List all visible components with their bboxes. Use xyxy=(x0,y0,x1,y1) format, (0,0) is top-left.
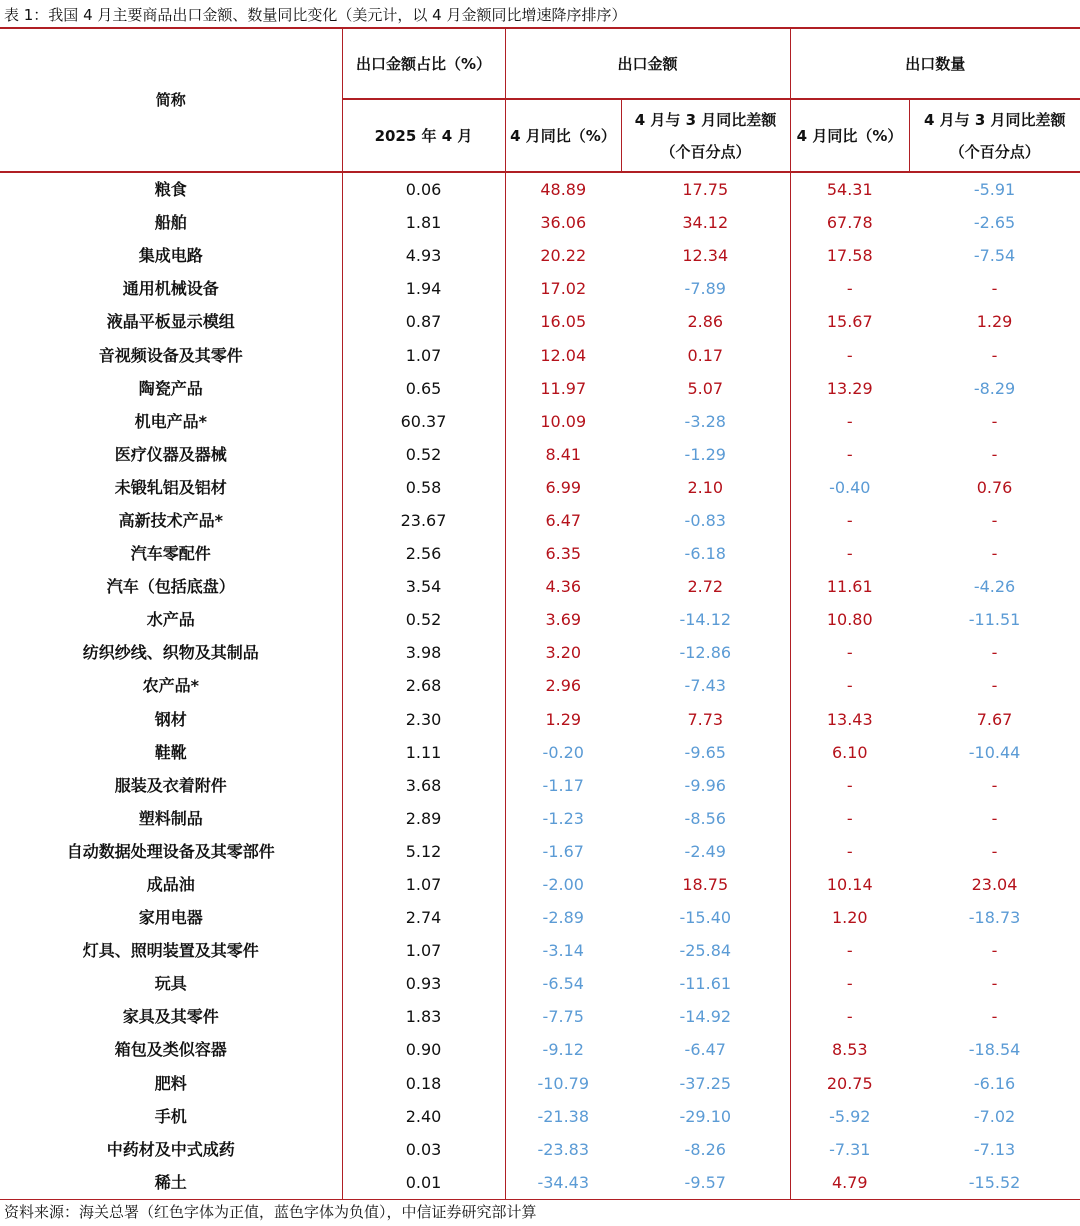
value-yoy: 6.47 xyxy=(545,510,582,530)
qty-yoy: - xyxy=(846,808,853,828)
qty-diff: -2.65 xyxy=(973,213,1016,233)
table-row xyxy=(0,703,1080,736)
value-diff: -8.56 xyxy=(621,802,790,835)
value-yoy: -7.75 xyxy=(542,1007,584,1027)
qty-diff: -10.44 xyxy=(968,742,1021,762)
product-name: 纺织纱线、织物及其制品 xyxy=(0,636,342,669)
value-yoy: 10.09 xyxy=(540,411,587,431)
qty-yoy: 54.31 xyxy=(826,180,873,200)
export-share: 0.18 xyxy=(342,1067,505,1100)
qty-yoy: 17.58 xyxy=(826,246,873,266)
qty-yoy: - xyxy=(846,676,853,696)
product-name: 服装及衣着附件 xyxy=(0,769,342,802)
export-share: 3.54 xyxy=(342,570,505,603)
export-share: 1.81 xyxy=(342,206,505,239)
value-diff: 0.17 xyxy=(621,338,790,371)
table-row xyxy=(0,504,1080,537)
value-yoy: 6.35 xyxy=(545,544,582,564)
export-share: 60.37 xyxy=(342,405,505,438)
qty-diff: -6.16 xyxy=(973,1073,1016,1093)
product-name: 家具及其零件 xyxy=(0,1000,342,1033)
qty-yoy: 4.79 xyxy=(790,1166,909,1200)
qty-diff: - xyxy=(991,279,998,299)
value-diff: -3.28 xyxy=(621,405,790,438)
qty-diff: -11.51 xyxy=(968,610,1021,630)
table-row xyxy=(0,868,1080,901)
table-row xyxy=(0,305,1080,338)
value-diff: -14.12 xyxy=(621,603,790,636)
qty-diff: -8.29 xyxy=(973,378,1016,398)
product-name: 农产品* xyxy=(0,669,342,702)
value-diff: 12.34 xyxy=(621,239,790,272)
qty-yoy: - xyxy=(846,775,853,795)
export-share: 5.12 xyxy=(342,835,505,868)
qty-diff: - xyxy=(991,841,998,861)
value-yoy: -1.23 xyxy=(542,808,584,828)
export-share: 0.03 xyxy=(342,1133,505,1166)
table-row xyxy=(0,372,1080,405)
header-value-diff-line1: 4 月与 3 月同比差额 xyxy=(634,110,777,129)
export-share: 0.93 xyxy=(342,967,505,1000)
qty-yoy: 13.43 xyxy=(826,709,873,729)
product-name: 塑料制品 xyxy=(0,802,342,835)
header-qty-group: 出口数量 xyxy=(790,28,1080,99)
qty-yoy: - xyxy=(846,444,853,464)
export-share: 0.90 xyxy=(342,1033,505,1066)
export-share: 1.07 xyxy=(342,338,505,371)
value-diff: -8.26 xyxy=(621,1133,790,1166)
product-name: 医疗仪器及器械 xyxy=(0,438,342,471)
qty-yoy: - xyxy=(846,841,853,861)
product-name: 水产品 xyxy=(0,603,342,636)
value-diff: -0.83 xyxy=(621,504,790,537)
qty-diff: - xyxy=(991,808,998,828)
header-qty-diff-line2: （个百分点） xyxy=(949,142,1040,161)
qty-diff: -18.54 xyxy=(968,1040,1021,1060)
table-row xyxy=(0,338,1080,371)
qty-diff: - xyxy=(991,941,998,961)
qty-diff: 7.67 xyxy=(976,709,1013,729)
product-name: 稀土 xyxy=(0,1166,342,1200)
table-row xyxy=(0,1133,1080,1166)
product-name: 自动数据处理设备及其零部件 xyxy=(0,835,342,868)
header-value-yoy: 4 月同比（%） xyxy=(505,99,621,172)
table-row xyxy=(0,1067,1080,1100)
export-share: 3.98 xyxy=(342,636,505,669)
value-yoy: -1.67 xyxy=(542,841,584,861)
value-yoy: 6.99 xyxy=(545,477,582,497)
value-diff: -37.25 xyxy=(621,1067,790,1100)
qty-yoy: - xyxy=(846,411,853,431)
qty-yoy: - xyxy=(846,974,853,994)
value-diff: -11.61 xyxy=(621,967,790,1000)
product-name: 液晶平板显示模组 xyxy=(0,305,342,338)
value-yoy: 4.36 xyxy=(545,577,582,597)
table-caption: 表 1：我国 4 月主要商品出口金额、数量同比变化（美元计，以 4 月金额同比增速降序排序） xyxy=(4,6,627,24)
product-name: 鞋靴 xyxy=(0,736,342,769)
table-row xyxy=(0,736,1080,769)
qty-diff: 0.76 xyxy=(976,477,1013,497)
value-diff: 18.75 xyxy=(621,868,790,901)
qty-yoy: -7.31 xyxy=(829,1139,871,1159)
value-diff: -6.18 xyxy=(621,537,790,570)
qty-diff: -5.91 xyxy=(973,180,1016,200)
export-share: 4.93 xyxy=(342,239,505,272)
product-name: 手机 xyxy=(0,1100,342,1133)
qty-diff: -7.54 xyxy=(973,246,1016,266)
table-row xyxy=(0,239,1080,272)
export-share: 0.52 xyxy=(342,438,505,471)
value-yoy: 2.96 xyxy=(545,676,582,696)
product-name: 成品油 xyxy=(0,868,342,901)
value-diff: 2.72 xyxy=(621,570,790,603)
qty-diff: - xyxy=(991,411,998,431)
header-share-sub: 2025 年 4 月 xyxy=(342,99,505,172)
value-diff: -1.29 xyxy=(621,438,790,471)
header-qty-yoy: 4 月同比（%） xyxy=(790,99,909,172)
value-diff: -12.86 xyxy=(621,636,790,669)
qty-yoy: - xyxy=(846,510,853,530)
table-row xyxy=(0,537,1080,570)
table-row xyxy=(0,206,1080,239)
qty-diff: - xyxy=(991,544,998,564)
table-row xyxy=(0,1033,1080,1066)
product-name: 粮食 xyxy=(0,172,342,206)
header-value-group: 出口金额 xyxy=(505,28,790,99)
export-share: 1.07 xyxy=(342,934,505,967)
value-diff: -25.84 xyxy=(621,934,790,967)
qty-yoy: 6.10 xyxy=(831,742,868,762)
value-diff: -9.57 xyxy=(621,1166,790,1200)
product-name: 中药材及中式成药 xyxy=(0,1133,342,1166)
value-yoy: -2.89 xyxy=(542,908,584,928)
product-name: 陶瓷产品 xyxy=(0,372,342,405)
value-diff: -7.89 xyxy=(621,272,790,305)
value-diff: 2.86 xyxy=(621,305,790,338)
value-yoy: -9.12 xyxy=(542,1040,584,1060)
table-row xyxy=(0,669,1080,702)
export-share: 0.06 xyxy=(342,172,505,206)
qty-diff: - xyxy=(991,1007,998,1027)
table-row xyxy=(0,272,1080,305)
export-table xyxy=(0,27,1080,1200)
export-share: 1.94 xyxy=(342,272,505,305)
qty-yoy: 20.75 xyxy=(826,1073,873,1093)
table-row xyxy=(0,802,1080,835)
value-diff: 17.75 xyxy=(621,172,790,206)
value-yoy: 3.69 xyxy=(545,610,582,630)
table-row xyxy=(0,967,1080,1000)
export-share: 2.74 xyxy=(342,901,505,934)
export-share: 0.65 xyxy=(342,372,505,405)
table-row xyxy=(0,471,1080,504)
qty-diff: 23.04 xyxy=(971,875,1018,895)
value-diff: -6.47 xyxy=(621,1033,790,1066)
product-name: 船舶 xyxy=(0,206,342,239)
export-share: 1.83 xyxy=(342,1000,505,1033)
value-diff: -9.96 xyxy=(621,769,790,802)
value-yoy: -1.17 xyxy=(542,775,584,795)
table-row xyxy=(0,1166,1080,1200)
export-share: 2.68 xyxy=(342,669,505,702)
export-share: 1.07 xyxy=(342,868,505,901)
qty-yoy: - xyxy=(846,279,853,299)
product-name: 家用电器 xyxy=(0,901,342,934)
export-share: 0.87 xyxy=(342,305,505,338)
qty-yoy: -5.92 xyxy=(829,1106,871,1126)
qty-diff: -7.13 xyxy=(973,1139,1016,1159)
product-name: 通用机械设备 xyxy=(0,272,342,305)
header-share-group: 出口金额占比（%） xyxy=(342,28,505,99)
value-yoy: -0.20 xyxy=(542,742,584,762)
value-yoy: 36.06 xyxy=(540,213,587,233)
value-yoy: -6.54 xyxy=(542,974,584,994)
export-share: 0.01 xyxy=(342,1166,505,1200)
value-yoy: -10.79 xyxy=(537,1073,590,1093)
product-name: 钢材 xyxy=(0,703,342,736)
header-qty-diff xyxy=(909,99,1080,172)
value-diff: 34.12 xyxy=(621,206,790,239)
product-name: 汽车（包括底盘） xyxy=(0,570,342,603)
table-row xyxy=(0,405,1080,438)
table-body xyxy=(0,172,1080,1199)
header-qty-diff-line1: 4 月与 3 月同比差额 xyxy=(924,110,1066,129)
value-diff: 7.73 xyxy=(621,703,790,736)
value-diff: -7.43 xyxy=(621,669,790,702)
product-name: 机电产品* xyxy=(0,405,342,438)
export-share: 2.89 xyxy=(342,802,505,835)
export-share: 1.11 xyxy=(342,736,505,769)
qty-yoy: - xyxy=(846,941,853,961)
qty-diff: -7.02 xyxy=(973,1106,1016,1126)
qty-diff: -4.26 xyxy=(973,577,1016,597)
value-yoy: 17.02 xyxy=(540,279,587,299)
value-yoy: 12.04 xyxy=(540,345,587,365)
qty-diff: - xyxy=(991,676,998,696)
value-diff: -15.40 xyxy=(621,901,790,934)
product-name: 灯具、照明装置及其零件 xyxy=(0,934,342,967)
qty-yoy: 1.20 xyxy=(831,908,868,928)
qty-yoy: 10.14 xyxy=(826,875,873,895)
product-name: 未锻轧铝及铝材 xyxy=(0,471,342,504)
value-diff: -9.65 xyxy=(621,736,790,769)
product-name: 高新技术产品* xyxy=(0,504,342,537)
product-name: 肥料 xyxy=(0,1067,342,1100)
qty-diff: - xyxy=(991,345,998,365)
qty-diff: -15.52 xyxy=(909,1166,1080,1200)
table-row xyxy=(0,1100,1080,1133)
value-yoy: 16.05 xyxy=(540,312,587,332)
value-yoy: 8.41 xyxy=(545,444,582,464)
value-diff: -2.49 xyxy=(621,835,790,868)
table-row xyxy=(0,934,1080,967)
value-yoy: 20.22 xyxy=(540,246,587,266)
export-share: 2.30 xyxy=(342,703,505,736)
export-share: 2.40 xyxy=(342,1100,505,1133)
qty-yoy: - xyxy=(846,643,853,663)
qty-yoy: 10.80 xyxy=(826,610,873,630)
qty-diff: -18.73 xyxy=(968,908,1021,928)
header-value-diff-line2: （个百分点） xyxy=(660,142,751,161)
value-yoy: 3.20 xyxy=(545,643,582,663)
qty-yoy: -0.40 xyxy=(829,477,871,497)
value-diff: -14.92 xyxy=(621,1000,790,1033)
table-row xyxy=(0,570,1080,603)
header-value-diff xyxy=(621,99,790,172)
export-share: 0.58 xyxy=(342,471,505,504)
qty-yoy: 15.67 xyxy=(826,312,873,332)
qty-yoy: - xyxy=(846,544,853,564)
qty-diff: - xyxy=(991,510,998,530)
value-yoy: 1.29 xyxy=(545,709,582,729)
value-yoy: -23.83 xyxy=(537,1139,590,1159)
value-yoy: -2.00 xyxy=(542,875,584,895)
product-name: 音视频设备及其零件 xyxy=(0,338,342,371)
table-row xyxy=(0,1000,1080,1033)
qty-yoy: 11.61 xyxy=(826,577,873,597)
qty-diff: - xyxy=(991,643,998,663)
product-name: 箱包及类似容器 xyxy=(0,1033,342,1066)
value-diff: 5.07 xyxy=(621,372,790,405)
table-row xyxy=(0,835,1080,868)
table-row xyxy=(0,603,1080,636)
value-yoy: 11.97 xyxy=(540,378,587,398)
source-note: 资料来源：海关总署（红色字体为正值，蓝色字体为负值），中信证券研究部计算 xyxy=(4,1203,537,1221)
qty-diff: - xyxy=(991,974,998,994)
value-yoy: 48.89 xyxy=(540,180,587,200)
value-diff: -29.10 xyxy=(621,1100,790,1133)
header-name: 简称 xyxy=(0,28,342,172)
export-share: 23.67 xyxy=(342,504,505,537)
value-yoy: -34.43 xyxy=(505,1166,621,1200)
export-share: 3.68 xyxy=(342,769,505,802)
table-row xyxy=(0,438,1080,471)
product-name: 玩具 xyxy=(0,967,342,1000)
product-name: 集成电路 xyxy=(0,239,342,272)
qty-yoy: - xyxy=(846,345,853,365)
value-yoy: -3.14 xyxy=(542,941,584,961)
qty-yoy: 13.29 xyxy=(826,378,873,398)
table-row xyxy=(0,636,1080,669)
product-name: 汽车零配件 xyxy=(0,537,342,570)
qty-diff: - xyxy=(991,444,998,464)
qty-yoy: - xyxy=(846,1007,853,1027)
export-share: 2.56 xyxy=(342,537,505,570)
qty-diff: 1.29 xyxy=(976,312,1013,332)
export-share: 0.52 xyxy=(342,603,505,636)
value-diff: 2.10 xyxy=(621,471,790,504)
table-row xyxy=(0,769,1080,802)
value-yoy: -21.38 xyxy=(537,1106,590,1126)
table-row xyxy=(0,901,1080,934)
qty-diff: - xyxy=(991,775,998,795)
qty-yoy: 8.53 xyxy=(831,1040,868,1060)
table-row xyxy=(0,172,1080,206)
qty-yoy: 67.78 xyxy=(826,213,873,233)
